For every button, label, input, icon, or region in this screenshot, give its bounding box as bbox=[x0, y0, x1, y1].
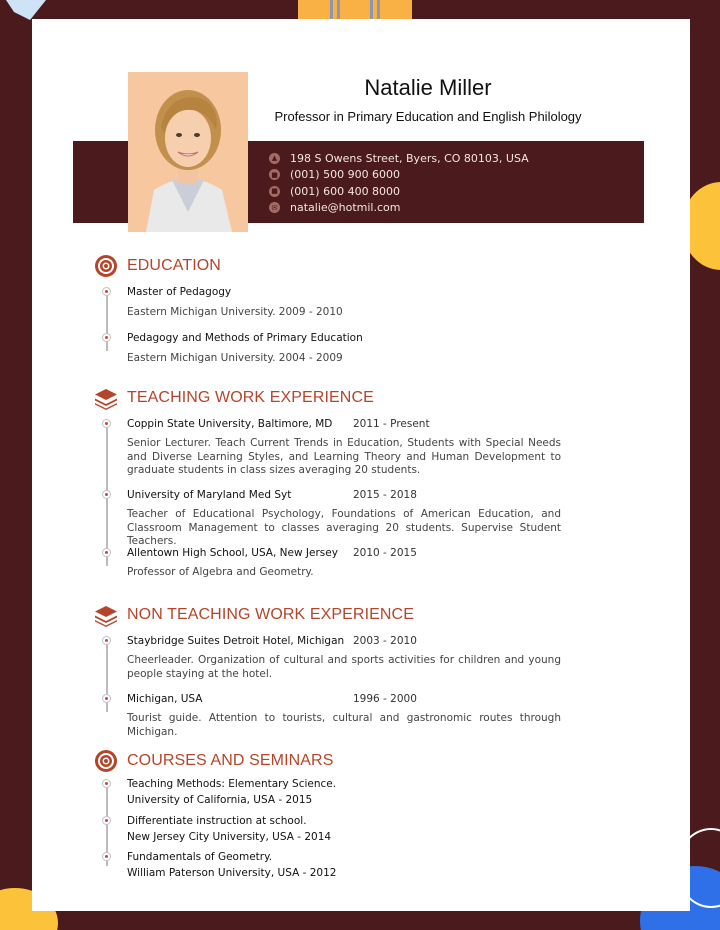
email-icon: ✉ bbox=[269, 202, 280, 213]
experience-item bbox=[127, 634, 594, 692]
candidate-name: Natalie Miller bbox=[364, 75, 492, 100]
school-name: Eastern Michigan University. 2004 - 2009 bbox=[127, 352, 343, 364]
course-item bbox=[127, 777, 594, 814]
timeline-dot bbox=[102, 287, 111, 296]
timeline-dot bbox=[102, 694, 111, 703]
experience-item bbox=[127, 546, 594, 586]
timeline-dot bbox=[102, 852, 111, 861]
job-description: Cheerleader. Organization of cultural and sports activities for children and young people staying at the hotel. bbox=[127, 654, 561, 680]
employment-period: 2010 - 2015 bbox=[353, 547, 417, 559]
non-teaching-timeline bbox=[94, 634, 594, 738]
non-teaching-section bbox=[94, 602, 594, 738]
timeline-dot bbox=[102, 490, 111, 499]
job-description: Professor of Algebra and Geometry. bbox=[127, 566, 314, 578]
education-section bbox=[94, 253, 594, 371]
section-title: NON TEACHING WORK EXPERIENCE bbox=[127, 606, 414, 623]
education-timeline bbox=[94, 285, 594, 371]
section-header bbox=[94, 748, 594, 774]
email-text: natalie@hotmil.com bbox=[290, 201, 401, 215]
course-place: New Jersey City University, USA - 2014 bbox=[127, 831, 332, 843]
employment-period: 2015 - 2018 bbox=[353, 489, 417, 501]
employment-period: 2003 - 2010 bbox=[353, 635, 417, 647]
section-title: COURSES AND SEMINARS bbox=[127, 752, 334, 769]
teaching-section bbox=[94, 385, 594, 586]
phone-text: (001) 600 400 8000 bbox=[290, 184, 401, 198]
timeline-dot bbox=[102, 419, 111, 428]
employer-name: Allentown High School, USA, New Jersey bbox=[127, 547, 338, 559]
experience-item bbox=[127, 692, 594, 738]
section-title: TEACHING WORK EXPERIENCE bbox=[127, 389, 374, 406]
course-item bbox=[127, 814, 594, 850]
section-header bbox=[94, 602, 594, 628]
degree-name: Pedagogy and Methods of Primary Education bbox=[127, 332, 363, 344]
course-place: William Paterson University, USA - 2012 bbox=[127, 867, 337, 879]
timeline-dot bbox=[102, 636, 111, 645]
employer-name: Staybridge Suites Detroit Hotel, Michigan bbox=[127, 635, 345, 647]
teaching-timeline bbox=[94, 417, 594, 586]
section-header bbox=[94, 253, 594, 279]
section-title: EDUCATION bbox=[127, 257, 221, 274]
courses-timeline bbox=[94, 777, 594, 886]
courses-section bbox=[94, 748, 594, 886]
experience-item bbox=[127, 488, 594, 546]
target-icon bbox=[94, 749, 118, 773]
timeline-dot bbox=[102, 333, 111, 342]
layers-icon bbox=[94, 386, 118, 410]
portrait-illustration bbox=[128, 72, 248, 232]
profile-photo bbox=[128, 72, 248, 232]
resume-paper bbox=[32, 19, 690, 911]
target-icon bbox=[94, 254, 118, 278]
phone-icon: ■ bbox=[269, 169, 280, 180]
education-item bbox=[127, 285, 594, 331]
contact-list bbox=[269, 150, 529, 216]
job-description: Teacher of Educational Psychology, Foundations of American Education, and Classroom Management to classes averaging 20 students. Supervise Student Teachers. bbox=[127, 508, 561, 547]
contact-phone-1 bbox=[269, 167, 529, 184]
education-item bbox=[127, 331, 594, 371]
course-name: Teaching Methods: Elementary Science. bbox=[127, 778, 337, 790]
experience-item bbox=[127, 417, 594, 488]
employer-name: University of Maryland Med Syt bbox=[127, 489, 292, 501]
course-name: Fundamentals of Geometry. bbox=[127, 851, 273, 863]
background-star-shape bbox=[6, 0, 46, 20]
contact-address bbox=[269, 150, 529, 167]
school-name: Eastern Michigan University. 2009 - 2010 bbox=[127, 306, 343, 318]
timeline-dot bbox=[102, 816, 111, 825]
location-icon: ▲ bbox=[269, 153, 280, 164]
degree-name: Master of Pedagogy bbox=[127, 286, 232, 298]
candidate-title: Professor in Primary Education and English Philology bbox=[274, 109, 582, 124]
employment-period: 1996 - 2000 bbox=[353, 693, 417, 705]
job-description: Senior Lecturer. Teach Current Trends in Education, Students with Special Needs and Diverse Learning Styles, and Learning Theory and Human Development to graduate students in class sizes averaging 20 students. bbox=[127, 437, 561, 476]
course-place: University of California, USA - 2015 bbox=[127, 794, 313, 806]
phone-icon: ■ bbox=[269, 186, 280, 197]
timeline-dot bbox=[102, 548, 111, 557]
contact-email bbox=[269, 200, 529, 217]
employer-name: Michigan, USA bbox=[127, 693, 203, 705]
address-text: 198 S Owens Street, Byers, CO 80103, USA bbox=[290, 151, 529, 165]
contact-phone-2 bbox=[269, 183, 529, 200]
phone-text: (001) 500 900 6000 bbox=[290, 168, 401, 182]
section-header bbox=[94, 385, 594, 411]
timeline-dot bbox=[102, 779, 111, 788]
layers-icon bbox=[94, 603, 118, 627]
employment-period: 2011 - Present bbox=[353, 418, 430, 430]
employer-name: Coppin State University, Baltimore, MD bbox=[127, 418, 333, 430]
course-name: Differentiate instruction at school. bbox=[127, 815, 307, 827]
job-description: Tourist guide. Attention to tourists, cultural and gastronomic routes through Michigan. bbox=[127, 712, 561, 738]
course-item bbox=[127, 850, 594, 886]
